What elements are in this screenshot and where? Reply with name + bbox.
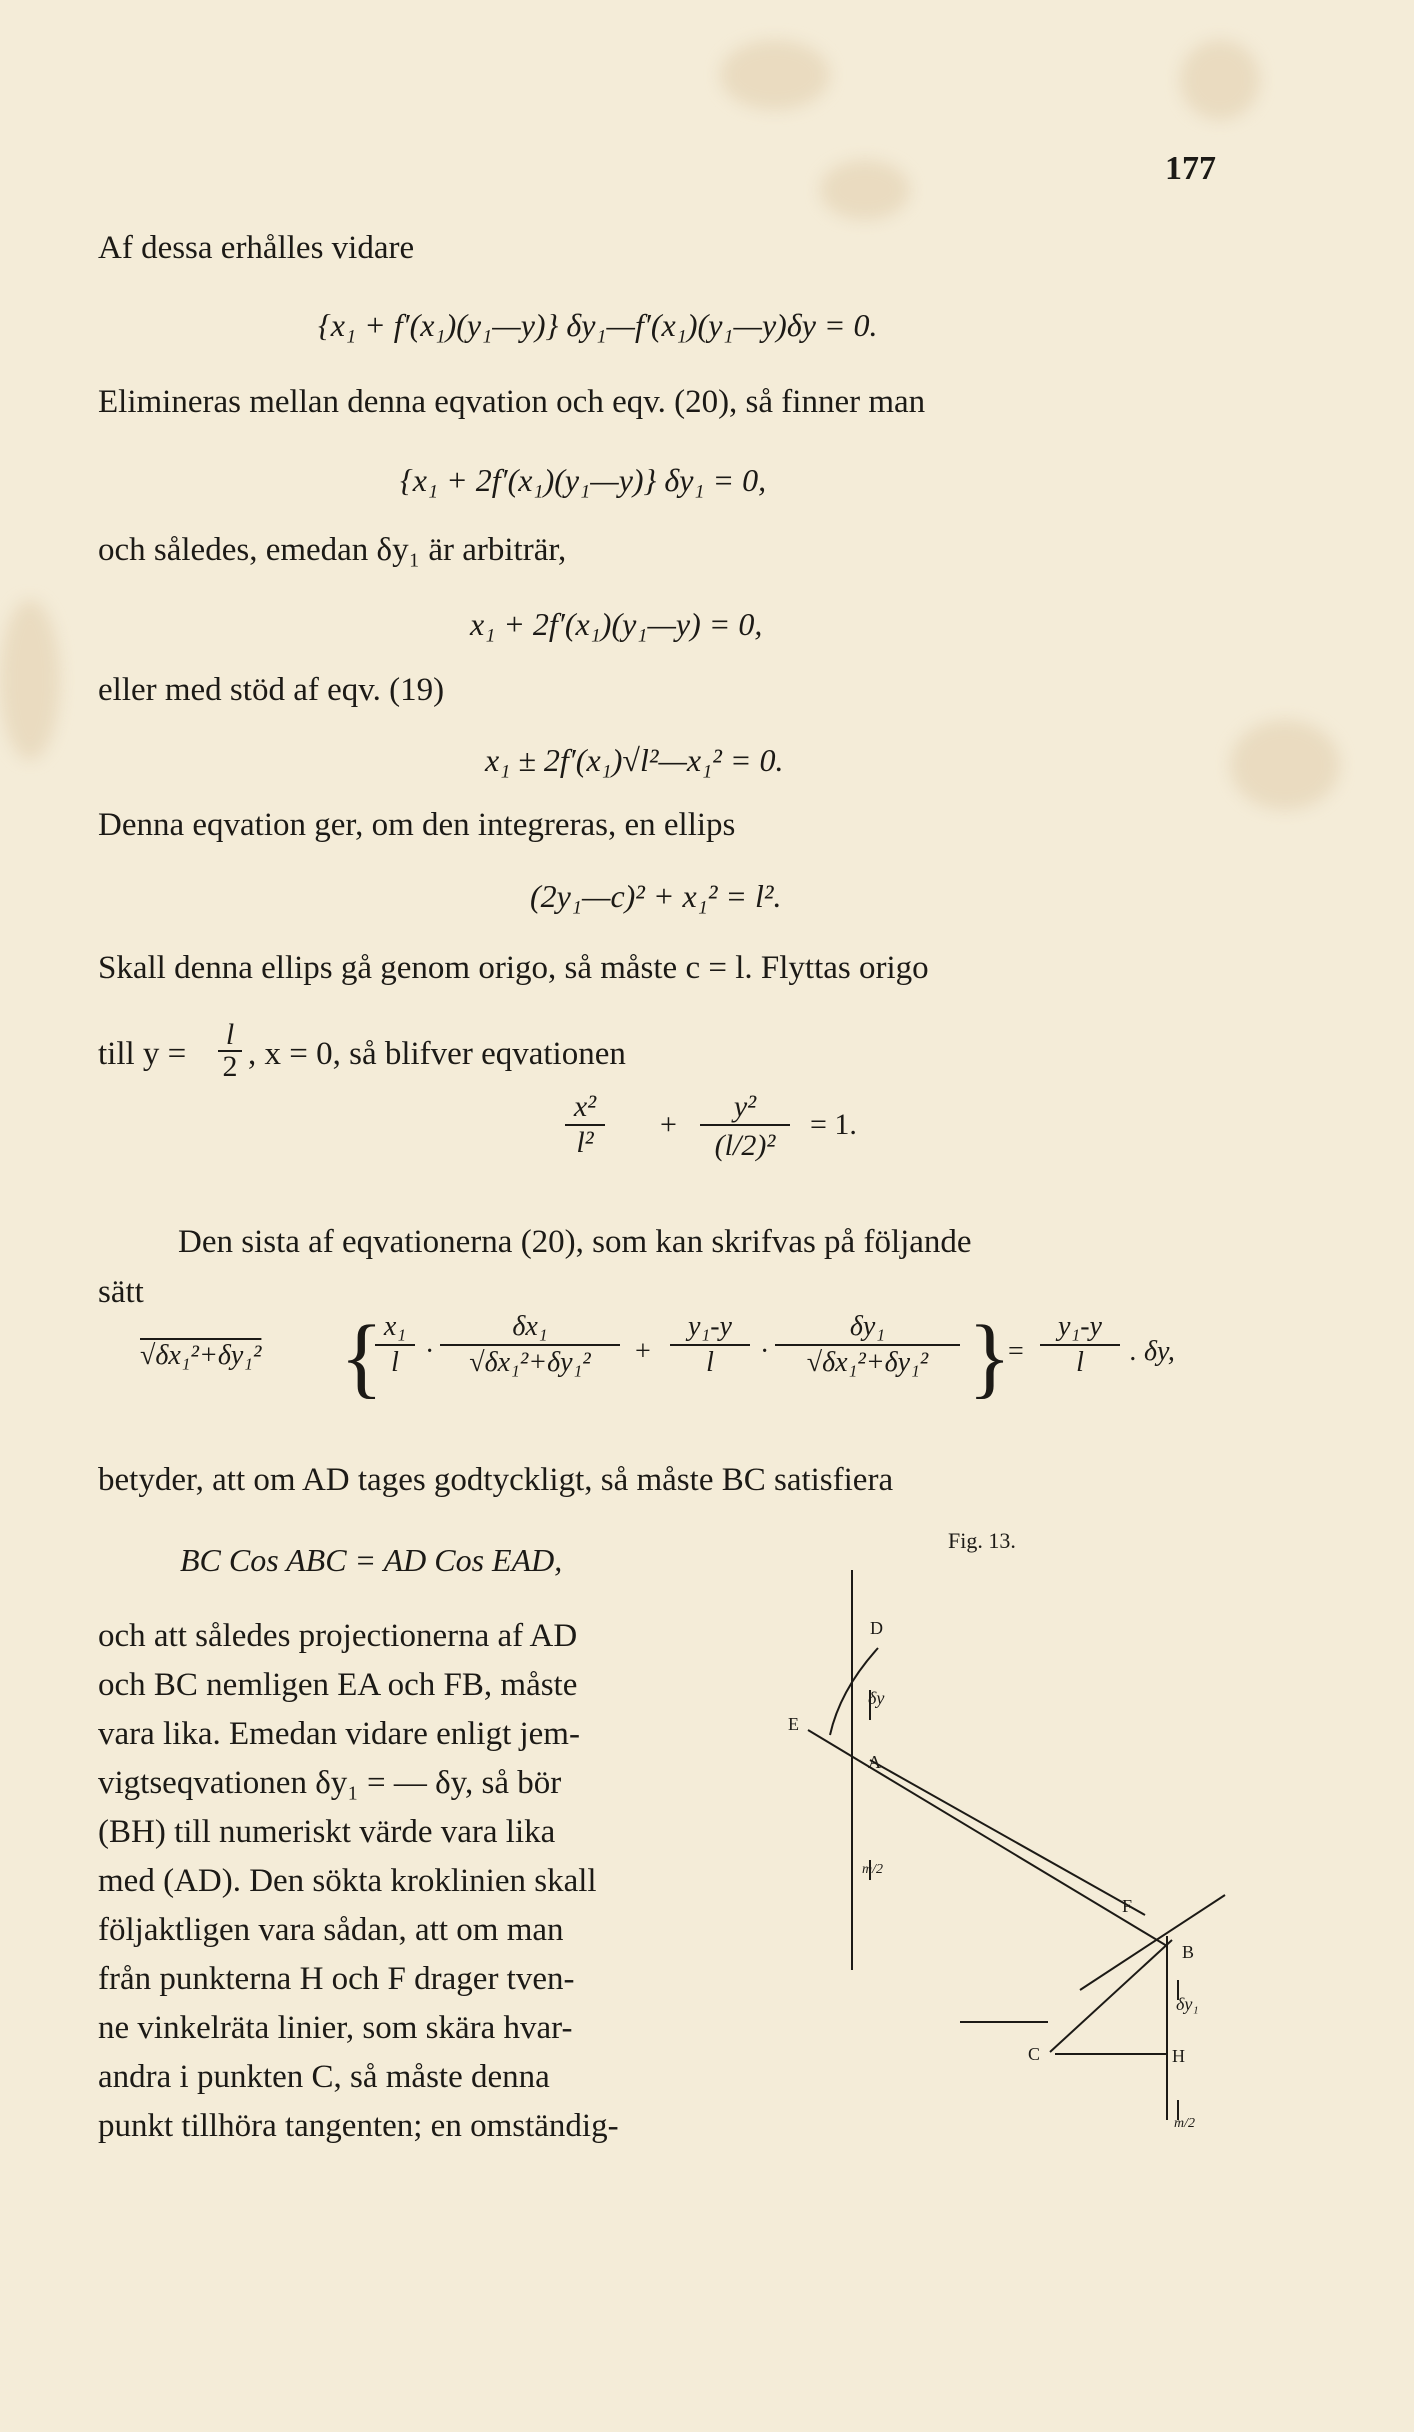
paragraph-line: andra i punkten C, så måste denna [98, 2059, 550, 2095]
fraction-denominator: √δx₁²+δy₁² [806, 1347, 929, 1378]
paper-stain [0, 600, 60, 760]
figure-label-E: E [788, 1714, 799, 1734]
equation-4: x₁ ± 2f′(x₁)√l²—x₁² = 0. [485, 742, 784, 778]
fraction-numerator: x² [573, 1090, 597, 1123]
fraction-numerator: δx₁ [512, 1311, 548, 1342]
paragraph-line: vigtseqvationen δy₁ = — δy, så bör [98, 1765, 562, 1801]
equation-6 [565, 1090, 985, 1200]
paragraph-line: punkt tillhöra tangenten; en omständig- [98, 2108, 619, 2144]
figure-label-C: C [1028, 2044, 1041, 2064]
paper-stain [1230, 720, 1340, 810]
paragraph-line: från punkterna H och F drager tven- [98, 1961, 575, 1997]
line-f-b [1080, 1895, 1225, 1990]
equation-5: (2y₁—c)² + x₁² = l². [530, 878, 782, 914]
page-number: 177 [1165, 150, 1216, 187]
text-line: Elimineras mellan denna eqvation och eqv. (20), så finner man [98, 384, 926, 420]
fraction-denominator: l [1076, 1347, 1084, 1378]
text-line: Den sista af eqvationerna (20), som kan skrifvas på följande [178, 1224, 972, 1260]
figure-label-A: A [868, 1752, 881, 1772]
equation-8: BC Cos ABC = AD Cos EAD, [180, 1542, 563, 1578]
paper-stain [1180, 40, 1260, 120]
plus-sign: + [635, 1336, 651, 1367]
paragraph-line: och att således projectionerna af AD [98, 1618, 578, 1654]
text-segment: till y = [98, 1036, 187, 1072]
fraction-denominator: l² [576, 1126, 594, 1159]
left-brace: { [340, 1308, 384, 1407]
figure-label-m2-top: m/2 [862, 1862, 883, 1877]
fraction-numerator: y₁-y [1058, 1311, 1102, 1342]
fraction [440, 1310, 620, 1380]
equation-rhs: = 1. [810, 1108, 857, 1141]
figure-label-D: D [870, 1618, 883, 1638]
tangent-line [808, 1730, 1167, 1946]
fraction-numerator: y² [733, 1090, 757, 1123]
dot: · [425, 1336, 435, 1367]
equals-sign: = [1008, 1336, 1024, 1367]
line-c-b [1050, 1940, 1172, 2052]
paragraph-line: följaktligen vara sådan, att om man [98, 1912, 564, 1948]
fraction [565, 1090, 605, 1160]
fraction-numerator: y₁-y [688, 1311, 732, 1342]
plus-sign: + [660, 1108, 677, 1141]
paragraph-line: (BH) till numeriskt värde vara lika [98, 1814, 556, 1850]
fraction [218, 1020, 242, 1082]
equation-1: {x₁ + f′(x₁)(y₁—y)} δy₁—f′(x₁)(y₁—y)δy = 0. [318, 307, 878, 343]
figure-label-dy: δy [868, 1688, 885, 1708]
fraction [700, 1090, 790, 1166]
equation-3: x₁ + 2f′(x₁)(y₁—y) = 0, [470, 606, 763, 642]
right-brace: } [968, 1308, 1012, 1407]
fraction-denominator: l [391, 1347, 399, 1378]
text-line: sätt [98, 1274, 144, 1310]
paper-stain [820, 160, 910, 220]
fraction-denominator: l [706, 1347, 714, 1378]
fraction [775, 1310, 960, 1380]
fraction-numerator: δy₁ [849, 1311, 886, 1342]
text-line: och således, emedan δy₁ är arbiträr, [98, 532, 567, 568]
paragraph-line: med (AD). Den sökta kroklinien skall [98, 1863, 597, 1899]
figure-label-dy1: δy₁ [1176, 1994, 1199, 2014]
equation-2: {x₁ + 2f′(x₁)(y₁—y)} δy₁ = 0, [400, 462, 767, 498]
paragraph-line: och BC nemligen EA och FB, måste [98, 1667, 578, 1703]
fraction [670, 1310, 750, 1380]
fraction-denominator: (l/2)² [714, 1129, 776, 1162]
figure-title: Fig. 13. [948, 1528, 1016, 1553]
paragraph [98, 1612, 738, 2151]
equation-tail: . δy, [1130, 1336, 1175, 1367]
text-line: Denna eqvation ger, om den integreras, en ellips [98, 807, 736, 843]
line-a-f [870, 1760, 1145, 1915]
radical: √δx₁²+δy₁² [140, 1340, 262, 1371]
text-line: betyder, att om AD tages godtyckligt, så måste BC satisfiera [98, 1462, 894, 1498]
text-line: eller med stöd af eqv. (19) [98, 672, 445, 708]
paper-stain [720, 40, 830, 110]
fraction-numerator: x₁ [383, 1311, 407, 1342]
figure-label-m2-bottom: m/2 [1174, 2116, 1195, 2131]
figure-label-F: F [1122, 1896, 1133, 1916]
fraction [375, 1310, 415, 1380]
figure-label-B: B [1182, 1942, 1195, 1962]
paragraph-line: ne vinkelräta linier, som skära hvar- [98, 2010, 573, 2046]
equation-7 [140, 1300, 1280, 1430]
fraction [1040, 1310, 1120, 1380]
dot: · [760, 1336, 770, 1367]
fraction-denominator: 2 [222, 1050, 238, 1083]
fraction-denominator: √δx₁²+δy₁² [469, 1347, 591, 1378]
figure-label-H: H [1172, 2046, 1185, 2066]
paragraph-line: vara lika. Emedan vidare enligt jem- [98, 1716, 580, 1752]
fraction-numerator: l [225, 1018, 235, 1051]
text-line: Skall denna ellips gå genom origo, så måste c = l. Flyttas origo [98, 950, 929, 986]
text-line: Af dessa erhålles vidare [98, 230, 415, 266]
text-segment: , x = 0, så blifver eqvationen [248, 1036, 626, 1072]
